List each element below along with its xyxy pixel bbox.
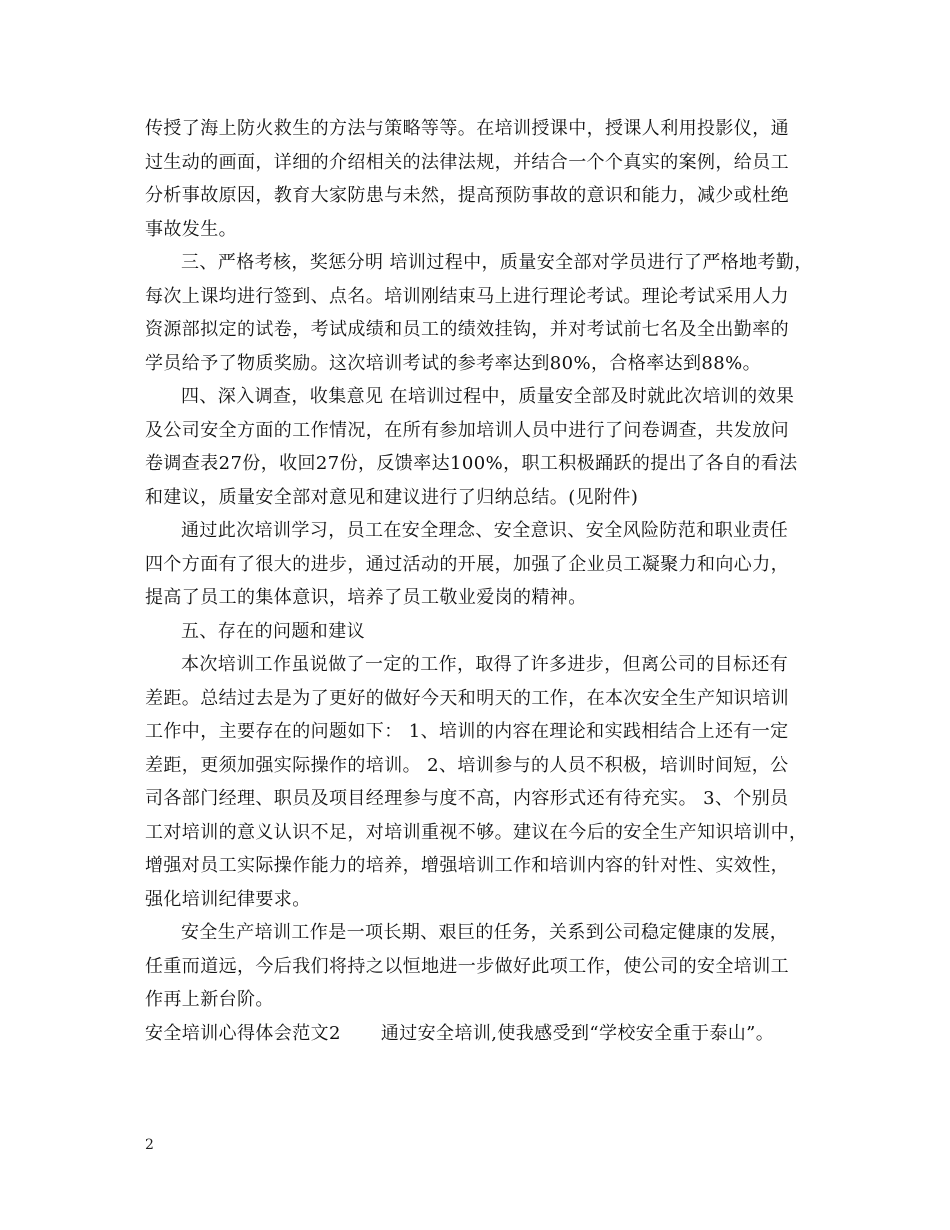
text-line: 安全生产培训工作是一项长期、艰巨的任务，关系到公司稳定健康的发展， [181, 922, 789, 943]
text-line: 四、深入调查，收集意见 在培训过程中，质量安全部及时就此次培训的效果 [181, 386, 795, 407]
text-line: 过生动的画面，详细的介绍相关的法律法规，并结合一个个真实的案例，给员工 [145, 151, 789, 173]
next-article-heading [145, 1017, 820, 1051]
text-line: 任重而道远，今后我们将持之以恒地进一步做好此项工作，使公司的安全培训工 [145, 955, 789, 977]
text-line: 及公司安全方面的工作情况，在所有参加培训人员中进行了问卷调查，共发放问 [145, 419, 789, 441]
text-line: 司各部门经理、职员及项目经理参与度不高，内容形式还有待充实。 3、个别员 [145, 788, 789, 809]
text-line: 提高了员工的集体意识，培养了员工敬业爱岗的精神。 [145, 587, 587, 608]
next-article-text: 通过安全培训,使我感受到“学校安全重于泰山”。 [380, 1022, 775, 1044]
section-heading: 五、存在的问题和建议 [181, 620, 365, 642]
text-line: 工对培训的意义认识不足，对培训重视不够。建议在今后的安全生产知识培训中， [145, 821, 808, 843]
text-line: 和建议，质量安全部对意见和建议进行了归纳总结。(见附件) [145, 486, 639, 508]
text-line: 事故发生。 [145, 218, 237, 240]
text-line: 三、严格考核，奖惩分明 培训过程中，质量安全部对学员进行了严格地考勤， [181, 252, 813, 273]
text-line: 工作中，主要存在的问题如下： 1、培训的内容在理论和实践相结合上还有一定 [145, 721, 789, 742]
text-line: 四个方面有了很大的进步，通过活动的开展，加强了企业员工凝聚力和向心力， [145, 553, 789, 575]
text-line: 差距，更须加强实际操作的培训。 2、培训参与的人员不积极，培训时间短，公 [145, 754, 789, 776]
text-line: 学员给予了物质奖励。这次培训考试的参考率达到80%，合格率达到88%。 [145, 352, 762, 374]
text-line: 传授了海上防火救生的方法与策略等等。在培训授课中，授课人利用投影仪，通 [145, 118, 789, 139]
text-line: 分析事故原因，教育大家防患与未然，提高预防事故的意识和能力，减少或杜绝 [145, 185, 789, 206]
text-line: 差距。总结过去是为了更好的做好今天和明天的工作，在本次安全生产知识培训 [145, 687, 789, 709]
text-line: 每次上课均进行签到、点名。培训刚结束马上进行理论考试。理论考试采用人力 [145, 285, 789, 307]
text-line: 本次培训工作虽说做了一定的工作，取得了许多进步，但离公司的目标还有 [181, 654, 789, 675]
text-line: 强化培训纪律要求。 [145, 888, 311, 910]
text-line: 增强对员工实际操作能力的培养，增强培训工作和培训内容的针对性、实效性， [145, 855, 789, 876]
text-line: 资源部拟定的试卷，考试成绩和员工的绩效挂钩，并对考试前七名及全出勤率的 [145, 319, 789, 340]
document-body [145, 112, 820, 1050]
text-line: 卷调查表27份，收回27份，反馈率达100%，职工积极踊跃的提出了各自的看法 [145, 453, 798, 474]
page-number: 2 [145, 1137, 154, 1153]
text-line: 作再上新台阶。 [145, 989, 274, 1010]
text-line: 通过此次培训学习，员工在安全理念、安全意识、安全风险防范和职业责任 [181, 520, 789, 541]
next-article-title: 安全培训心得体会范文2 [145, 1022, 341, 1044]
